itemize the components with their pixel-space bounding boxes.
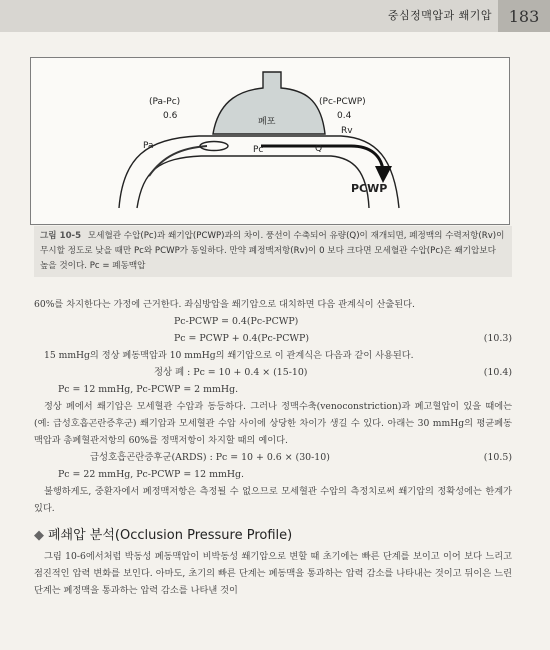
catheter xyxy=(149,146,207,176)
equation-2-number: (10.3) xyxy=(483,333,512,344)
equation-4-text: 급성호흡곤란증후군(ARDS) : Pc = 10 + 0.6 × (30-10) xyxy=(90,452,330,463)
bullet-icon: ◆ xyxy=(34,528,44,543)
figure-caption xyxy=(34,226,512,277)
label-pc-pcwp: (Pc-PCWP) xyxy=(319,97,366,107)
section-heading xyxy=(34,527,512,544)
equation-4-result xyxy=(34,466,512,483)
equation-4 xyxy=(34,449,512,466)
section-title: 폐쇄압 분석(Occlusion Pressure Profile) xyxy=(48,528,293,543)
equation-4-number: (10.5) xyxy=(483,452,512,463)
equation-1-text: Pc-PCWP = 0.4(Pc-PCWP) xyxy=(174,316,299,327)
caption-text: 모세혈관 수압(Pc)과 쐐기압(PCWP)과의 차이. 풍선이 수축되어 유량(Q)이 재개되면, 폐정맥의 수력저항(Rv)이 무시할 정도로 낮을 때만 Pc와 PCWP가 동일하다. 만약 폐정맥저항(Rv)이 0 보다 크다면 모세혈관 수압(Pc)은 쐐기압보다 높을 것이다. Pc = 폐동맥압 xyxy=(40,231,505,271)
paragraph-4: 불행하게도, 중환자에서 폐정맥저항은 측정될 수 없으므로 모세혈관 수압의 측정치로써 쐐기압의 정확성에는 한계가 있다. xyxy=(34,486,512,514)
equation-3-result xyxy=(34,381,512,398)
label-q: Q xyxy=(315,144,323,154)
equation-1 xyxy=(34,313,512,330)
equation-3 xyxy=(34,364,512,381)
paragraph-5: 그림 10-6에서처럼 박동성 폐동맥압이 비박동성 쐐기압으로 변할 때 초기에는 빠른 단계를 보이고 이어 보다 느리고 점진적인 압력 변화를 보인다. 아마도, 초기의 빠른 단계는 폐동맥을 통과하는 압력 감소를 나타내는 것이고 뒤이은 느린 단계는 폐정맥을 통과하는 압력 감소를 나타낸 것이 xyxy=(34,551,512,596)
equation-4-result-text: Pc = 22 mmHg, Pc-PCWP = 12 mmHg. xyxy=(58,469,245,480)
flow-arrowhead xyxy=(375,166,392,183)
vessel-inner xyxy=(137,156,369,208)
label-lung: 폐포 xyxy=(258,117,276,127)
label-rv: Rv xyxy=(341,126,353,136)
label-pa: Pa xyxy=(143,141,154,151)
figure-diagram xyxy=(31,58,509,224)
equation-3-text: 정상 폐 : Pc = 10 + 0.4 × (15-10) xyxy=(154,367,308,378)
running-title: 중심정맥압과 쐐기압 xyxy=(387,9,492,22)
body-text xyxy=(34,296,512,599)
label-pcwp: PCWP xyxy=(351,182,388,195)
equation-3-number: (10.4) xyxy=(483,367,512,378)
caption-label: 그림 10-5 xyxy=(40,231,82,241)
paragraph-3: 정상 폐에서 쐐기압은 모세혈관 수압과 동등하다. 그러나 정맥수축(venoconstriction)과 폐고혈압이 있을 때에는(예: 급성호흡곤란증후군) 쐐기압과 모세혈관 수압 사이에 상당한 차이가 생길 수 있다. 아래는 30 mmHg의 평균폐동맥압과 총폐혈관저항의 60%를 정맥저항이 차지할 때의 예이다. xyxy=(34,401,512,446)
equation-3-result-text: Pc = 12 mmHg, Pc-PCWP = 2 mmHg. xyxy=(58,384,239,395)
equation-2-text: Pc = PCWP + 0.4(Pc-PCWP) xyxy=(174,333,309,344)
equation-2 xyxy=(34,330,512,347)
label-pc: Pc xyxy=(253,145,264,155)
figure-10-5 xyxy=(30,57,510,225)
val-pc-pcwp: 0.4 xyxy=(337,111,352,121)
val-pa-pc: 0.6 xyxy=(163,111,178,121)
label-pa-pc: (Pa-Pc) xyxy=(149,97,181,107)
paragraph-1: 60%를 차지한다는 가정에 근거한다. 좌심방압을 쐐기압으로 대치하면 다음 관계식이 산출된다. xyxy=(34,299,415,310)
paragraph-2: 15 mmHg의 정상 폐동맥압과 10 mmHg의 쐐기압으로 이 관계식은 다음과 같이 사용된다. xyxy=(44,350,414,361)
page-number: 183 xyxy=(498,0,550,32)
